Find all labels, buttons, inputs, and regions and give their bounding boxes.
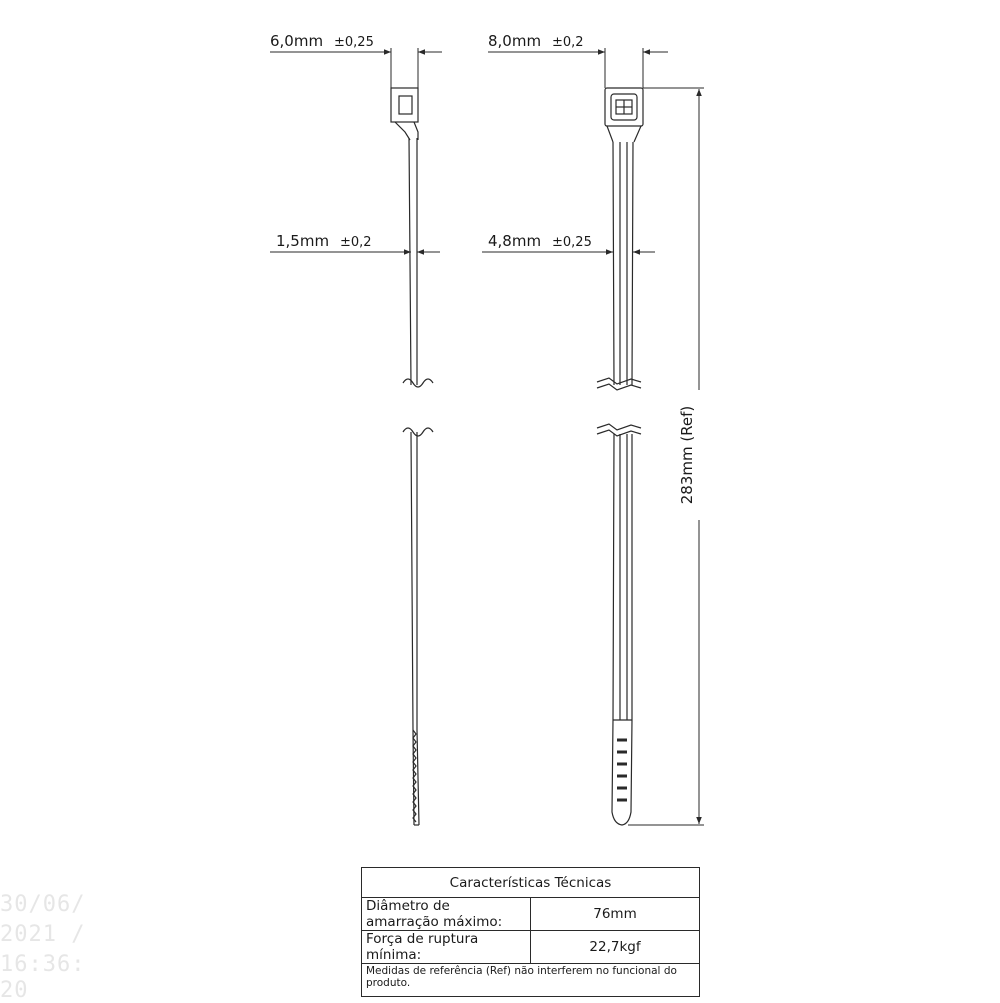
svg-text:4,8mm: 4,8mm xyxy=(488,232,542,250)
svg-text:±0,2: ±0,2 xyxy=(552,35,584,50)
watermark-line-4: 20 xyxy=(0,978,29,1003)
table-note: Medidas de referência (Ref) não interferem no funcional do produto. xyxy=(362,964,700,997)
row-value: 76mm xyxy=(531,898,700,931)
svg-text:1,5mm: 1,5mm xyxy=(276,232,330,250)
side-view xyxy=(391,88,433,825)
watermark-line-2: 2021 / xyxy=(0,922,86,947)
dim-strap-thickness-label xyxy=(276,232,372,250)
svg-text:±0,25: ±0,25 xyxy=(334,35,374,50)
svg-text:±0,25: ±0,25 xyxy=(552,235,592,250)
row-value: 22,7kgf xyxy=(531,931,700,964)
watermark-line-1: 30/06/ xyxy=(0,892,86,917)
table-title: Características Técnicas xyxy=(362,868,700,898)
svg-text:6,0mm: 6,0mm xyxy=(270,32,324,50)
row-label: Força de ruptura mínima: xyxy=(362,931,531,964)
row-label: Diâmetro de amarração máximo: xyxy=(362,898,531,931)
dim-strap-width-label xyxy=(488,232,592,250)
dim-head-side-label xyxy=(270,32,374,50)
dim-total-length-label: 283mm (Ref) xyxy=(678,405,696,505)
technical-characteristics-table xyxy=(361,867,700,997)
watermark-line-3: 16:36: xyxy=(0,952,86,977)
dimension-lines xyxy=(270,48,704,825)
svg-text:±0,2: ±0,2 xyxy=(340,235,372,250)
table-header-row xyxy=(362,868,700,898)
table-row xyxy=(362,931,700,964)
front-view xyxy=(597,88,643,825)
table-note-row xyxy=(362,964,700,997)
dim-head-front-label xyxy=(488,32,584,50)
table-row xyxy=(362,898,700,931)
svg-text:8,0mm: 8,0mm xyxy=(488,32,542,50)
